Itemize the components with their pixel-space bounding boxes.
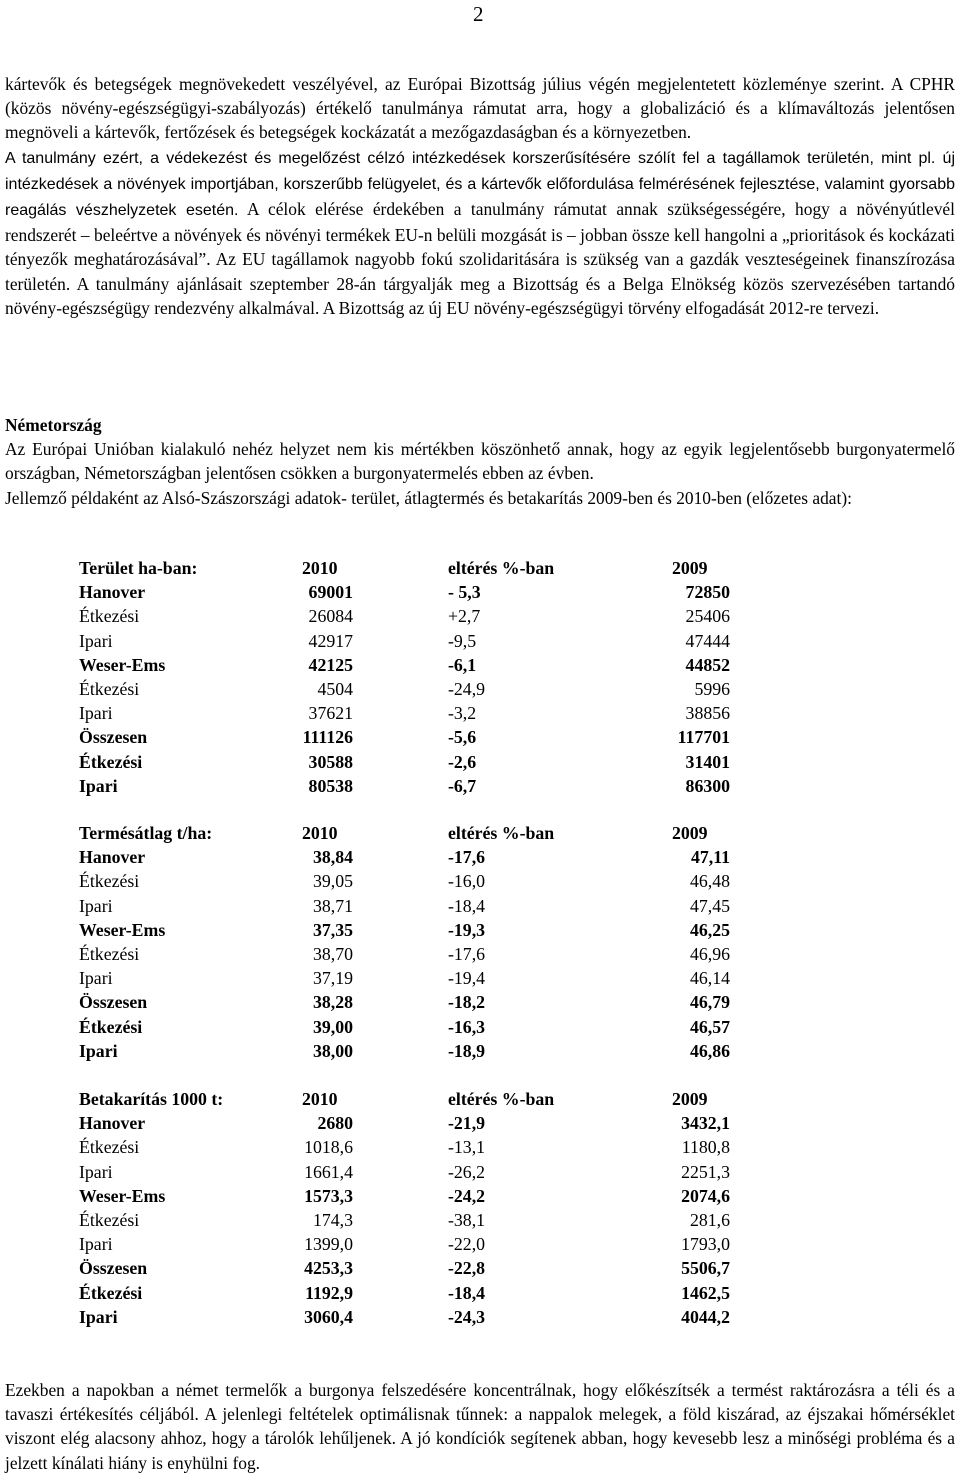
value-2009-cell: 47444 — [685, 630, 730, 651]
table-header-cell: 2009 — [672, 823, 708, 843]
change-percent-cell: -24,2 — [448, 1185, 486, 1206]
value-2009-cell: 5506,7 — [681, 1258, 730, 1279]
section-heading: Németország — [5, 415, 102, 435]
table-row — [0, 701, 960, 725]
table-row — [0, 1208, 960, 1232]
change-percent-cell: -17,6 — [448, 943, 486, 964]
region-cell: Étkezési — [79, 606, 140, 627]
region-cell: Ipari — [79, 968, 113, 989]
table-header-cell: 2010 — [302, 1089, 338, 1109]
value-2009-cell: 1180,8 — [681, 1137, 730, 1158]
value-2010-cell: 30588 — [308, 751, 353, 772]
value-2009-cell: 86300 — [685, 775, 730, 796]
region-cell: Étkezési — [79, 871, 140, 892]
region-cell: Ipari — [79, 630, 113, 651]
change-percent-cell: -16,3 — [448, 1016, 486, 1037]
harvest-table — [0, 1087, 960, 1329]
region-cell: Weser-Ems — [79, 919, 166, 940]
value-2009-cell: 46,25 — [689, 919, 730, 940]
region-cell: Étkezési — [79, 943, 140, 964]
table-row — [0, 942, 960, 966]
table-row — [0, 1160, 960, 1184]
region-cell: Hanover — [79, 1113, 146, 1134]
value-2009-cell: 25406 — [685, 606, 730, 627]
intro-paragraph — [5, 72, 955, 320]
table-row — [0, 629, 960, 653]
value-2010-cell: 4253,3 — [304, 1258, 353, 1279]
table-row — [0, 869, 960, 893]
germany-section — [5, 413, 955, 510]
table-header-row — [0, 1087, 960, 1111]
change-percent-cell: -26,2 — [448, 1161, 486, 1182]
value-2010-cell: 38,00 — [312, 1040, 353, 1061]
value-2009-cell: 117701 — [677, 727, 730, 748]
value-2010-cell: 37621 — [308, 703, 353, 724]
region-cell: Étkezési — [79, 1016, 143, 1037]
table-row — [0, 1039, 960, 1063]
change-percent-cell: -2,6 — [448, 751, 477, 772]
table-header-cell: Betakarítás 1000 t: — [79, 1089, 224, 1109]
table-header-row — [0, 821, 960, 845]
intro-text-serif: kártevők és betegségek megnövekedett veszélyével, az Európai Bizottság július végén megjelentetett közleménye szerint. A CPHR (közös növény-egészségügyi-szabályozás) értékelő tanulmánya rámutat arra, hogy a globalizáció és a klímaváltozás jelentősen megnöveli a kártevők, fertőzések és betegségek kockázatát a mezőgazdaságban és a környezetben. — [5, 74, 955, 143]
value-2009-cell: 46,96 — [689, 943, 730, 964]
change-percent-cell: -19,3 — [448, 919, 486, 940]
table-header-cell: eltérés %-ban — [448, 823, 555, 843]
change-percent-cell: -22,0 — [448, 1234, 486, 1255]
value-2009-cell: 46,48 — [689, 871, 730, 892]
table-header-cell: 2010 — [302, 823, 338, 843]
table-row — [0, 1184, 960, 1208]
table-header-cell: 2009 — [672, 558, 708, 578]
table-row — [0, 750, 960, 774]
change-percent-cell: -24,3 — [448, 1306, 486, 1327]
region-cell: Ipari — [79, 1161, 113, 1182]
closing-paragraph — [5, 1378, 955, 1475]
table-row — [0, 1305, 960, 1329]
table-row — [0, 1015, 960, 1039]
change-percent-cell: -17,6 — [448, 847, 486, 868]
change-percent-cell: +2,7 — [448, 606, 481, 627]
value-2010-cell: 39,00 — [312, 1016, 353, 1037]
page-number: 2 — [473, 2, 484, 26]
value-2010-cell: 26084 — [308, 606, 353, 627]
table-header-cell: eltérés %-ban — [448, 1089, 555, 1109]
table-row — [0, 894, 960, 918]
table-header-cell: 2009 — [672, 1089, 708, 1109]
value-2010-cell: 38,84 — [312, 847, 353, 868]
region-cell: Étkezési — [79, 751, 143, 772]
change-percent-cell: -22,8 — [448, 1258, 486, 1279]
table-row — [0, 845, 960, 869]
area-table — [0, 556, 960, 798]
table-row — [0, 966, 960, 990]
change-percent-cell: -18,9 — [448, 1040, 486, 1061]
value-2010-cell: 174,3 — [312, 1209, 353, 1230]
value-2010-cell: 42125 — [308, 654, 353, 675]
table-row — [0, 604, 960, 628]
region-cell: Weser-Ems — [79, 1185, 166, 1206]
change-percent-cell: -21,9 — [448, 1113, 486, 1134]
value-2010-cell: 1018,6 — [304, 1137, 353, 1158]
table-header-row — [0, 556, 960, 580]
closing-text: Ezekben a napokban a német termelők a burgonya felszedésére koncentrálnak, hogy előkészítsék a termést raktározásra a téli és a tavaszi értékesítés céljából. A jelenlegi feltételek optimálisnak tűnnek: a nappalok melegek, a föld kiszárad, az éjszakai hőmérséklet viszont elég alacsony ahhoz, hogy a tárolók lehűljenek. A jó kondíciók segítenek abban, hogy kevesebb lesz a minőségi probléma és a jelzett kínálati hiány is enyhülni fog. — [5, 1380, 955, 1473]
region-cell: Összesen — [79, 992, 148, 1013]
change-percent-cell: -3,2 — [448, 703, 477, 724]
table-row — [0, 918, 960, 942]
value-2010-cell: 111126 — [302, 727, 353, 748]
table-row — [0, 1256, 960, 1280]
table-header-cell: Terület ha-ban: — [79, 558, 198, 578]
region-cell: Ipari — [79, 1040, 118, 1061]
value-2010-cell: 4504 — [317, 678, 353, 699]
value-2010-cell: 2680 — [317, 1113, 353, 1134]
change-percent-cell: -6,1 — [448, 654, 477, 675]
table-row — [0, 1232, 960, 1256]
value-2010-cell: 38,28 — [312, 992, 353, 1013]
value-2009-cell: 46,57 — [689, 1016, 730, 1037]
change-percent-cell: -16,0 — [448, 871, 486, 892]
intro-text-sans: A tanulmány ezért, a védekezést és megelőzést célzó intézkedések korszerűsítésére szólít fel a tagállamok területén, mint pl. új intézkedések a növények importjában, korszerűbb felügyelet, és a kártevők előfordulása felmérésének fejlesztése, valamint gyorsabb reagálás vészhelyzetek esetén. — [5, 149, 955, 220]
value-2009-cell: 46,14 — [689, 968, 730, 989]
table-row — [0, 1111, 960, 1135]
value-2010-cell: 1192,9 — [305, 1282, 353, 1303]
change-percent-cell: -13,1 — [448, 1137, 486, 1158]
value-2010-cell: 38,71 — [312, 895, 353, 916]
value-2009-cell: 1793,0 — [681, 1234, 730, 1255]
table-row — [0, 1135, 960, 1159]
region-cell: Ipari — [79, 1306, 118, 1327]
table-row — [0, 677, 960, 701]
value-2009-cell: 72850 — [685, 582, 730, 603]
change-percent-cell: - 5,3 — [448, 582, 481, 603]
region-cell: Étkezési — [79, 1209, 140, 1230]
change-percent-cell: -6,7 — [448, 775, 477, 796]
value-2009-cell: 47,11 — [690, 847, 730, 868]
region-cell: Étkezési — [79, 1137, 140, 1158]
value-2009-cell: 47,45 — [689, 895, 730, 916]
value-2010-cell: 37,19 — [312, 968, 353, 989]
change-percent-cell: -18,4 — [448, 895, 486, 916]
value-2010-cell: 38,70 — [312, 943, 353, 964]
region-cell: Összesen — [79, 727, 148, 748]
value-2009-cell: 46,79 — [689, 992, 730, 1013]
value-2009-cell: 5996 — [694, 678, 730, 699]
region-cell: Étkezési — [79, 678, 140, 699]
table-header-cell: eltérés %-ban — [448, 558, 555, 578]
change-percent-cell: -38,1 — [448, 1209, 486, 1230]
value-2010-cell: 37,35 — [312, 919, 353, 940]
value-2009-cell: 38856 — [685, 703, 730, 724]
region-cell: Ipari — [79, 1234, 113, 1255]
value-2009-cell: 44852 — [685, 654, 730, 675]
table-row — [0, 580, 960, 604]
region-cell: Ipari — [79, 703, 113, 724]
table-row — [0, 1281, 960, 1305]
value-2010-cell: 80538 — [308, 775, 353, 796]
region-cell: Hanover — [79, 847, 146, 868]
value-2009-cell: 46,86 — [689, 1040, 730, 1061]
change-percent-cell: -5,6 — [448, 727, 477, 748]
table-row — [0, 653, 960, 677]
value-2010-cell: 39,05 — [312, 871, 353, 892]
change-percent-cell: -24,9 — [448, 678, 486, 699]
yield-table — [0, 821, 960, 1063]
germany-paragraph-1: Az Európai Unióban kialakuló nehéz helyzet nem kis mértékben köszönhető annak, hogy az egyik legjelentősebb burgonyatermelő országban, Németországban jelentősen csökken a burgonyatermelés ebben az évben. — [5, 439, 955, 484]
change-percent-cell: -19,4 — [448, 968, 486, 989]
value-2009-cell: 4044,2 — [681, 1306, 730, 1327]
value-2010-cell: 3060,4 — [304, 1306, 353, 1327]
value-2009-cell: 3432,1 — [681, 1113, 730, 1134]
value-2010-cell: 42917 — [308, 630, 353, 651]
region-cell: Összesen — [79, 1258, 148, 1279]
table-row — [0, 990, 960, 1014]
change-percent-cell: -18,2 — [448, 992, 486, 1013]
table-header-cell: 2010 — [302, 558, 338, 578]
region-cell: Ipari — [79, 895, 113, 916]
intro-text-tail: A célok elérése érdekében a tanulmány rámutat annak szükségességére, hogy a növényútlevél rendszerét – beleértve a növények és növényi termékek EU-n belüli mozgását is – jobban össze kell hangolni a „prioritások és kockázati tényezők meghatározásával”. Az EU tagállamok nagyobb fokú szolidaritására is szükség van a gazdák veszteségeinek finanszírozása területén. A tanulmány ajánlásait szeptember 28-án tárgyalják meg a Bizottság és a Belga Elnökség közös szervezésében tartandó növény-egészségügy rendezvény alkalmával. A Bizottság az új EU növény-egészségügyi törvény elfogadását 2012-re tervezi. — [5, 199, 955, 318]
change-percent-cell: -18,4 — [448, 1282, 486, 1303]
value-2009-cell: 2074,6 — [681, 1185, 730, 1206]
region-cell: Ipari — [79, 775, 118, 796]
value-2009-cell: 281,6 — [689, 1209, 730, 1230]
value-2009-cell: 2251,3 — [681, 1161, 730, 1182]
value-2010-cell: 69001 — [308, 582, 353, 603]
value-2009-cell: 31401 — [685, 751, 730, 772]
region-cell: Hanover — [79, 582, 146, 603]
value-2010-cell: 1573,3 — [304, 1185, 353, 1206]
value-2010-cell: 1661,4 — [304, 1161, 353, 1182]
region-cell: Étkezési — [79, 1282, 143, 1303]
table-header-cell: Termésátlag t/ha: — [79, 823, 213, 843]
value-2009-cell: 1462,5 — [681, 1282, 730, 1303]
table-row — [0, 774, 960, 798]
table-row — [0, 725, 960, 749]
germany-paragraph-2: Jellemző példaként az Alsó-Szászországi adatok- terület, átlagtermés és betakarítás 2009-ben és 2010-ben (előzetes adat): — [5, 487, 852, 508]
value-2010-cell: 1399,0 — [304, 1234, 353, 1255]
change-percent-cell: -9,5 — [448, 630, 477, 651]
region-cell: Weser-Ems — [79, 654, 166, 675]
